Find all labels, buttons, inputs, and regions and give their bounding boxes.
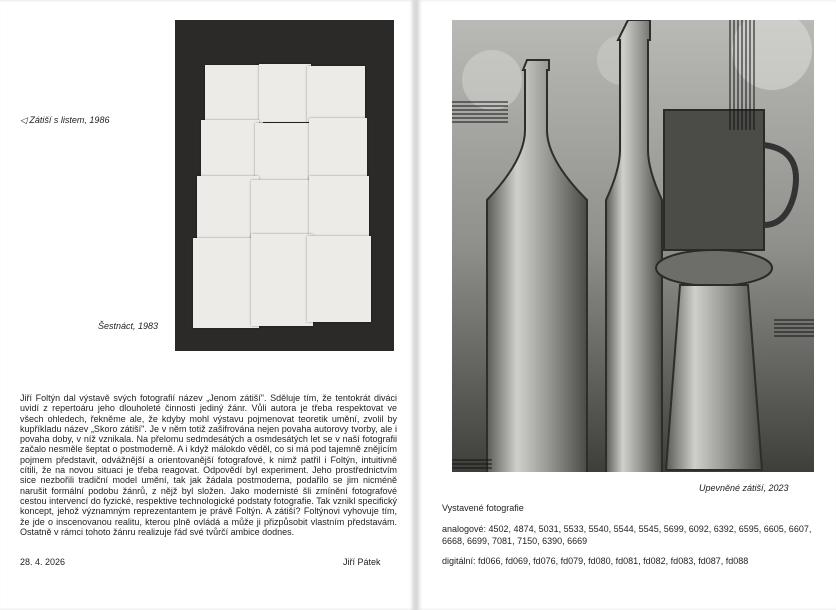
photo-upevnene-zatisi (452, 20, 814, 472)
left-page (0, 0, 414, 610)
exhibited-photos-heading: Vystavené fotografie (442, 503, 524, 513)
essay-text: Jiří Foltýn dal výstavě svých fotografií název „Jenom zátiší". Sděluje tím, že tentokrát diváci uvidí z repertoáru jeho dlouholeté činnosti jediný žánr. Vůli autora je třeba respektovat ve všech ohledech, řekněme ale, že kdyby mohl výstavu pojmenovat teoretik umění, zvolil by kupříkladu název „Skoro zátiší". Je v něm totiž zašifrována nejen povaha autorovy tvorby, ale i povaha doby, v níž vznikala. Na přelomu sedmdesátých a osmdesátých let se v naší fotografii začalo nesměle šeptat o postmoderně. A i když málokdo věděl, co si má pod tajemně znějícím pojmem představit, odvážnější a orientovanější fotografové, k nimž patřil i Foltýn, intuitivně cítili, že na novou situaci je třeba reagovat. Odpovědí byl experiment. Jeho prostřednictvím sice nezbořili tradiční model umění, tak jak žádala postmoderna, podařilo se jim nicméně narušit formální podobu žánrů, z nějž byl složen. Jako modernisté šli zmínění fotografové cestou intervencí do fyzické, respektive technologické podstaty fotografie. Tak vznikl specifický koncept, jehož významným reprezentantem je právě Foltýn. A zátiší? Foltýnovi vyhovuje tím, že jde o inscenovanou realitu, kterou plně ovládá a může ji přizpůsobit vlastním představám. Ostatně v rámci tohoto žánru realizuje řád své tvůrčí ambice dodnes. (20, 393, 397, 537)
caption-sestnact: Šestnáct, 1983 (98, 321, 159, 331)
analog-photo-list: analogové: 4502, 4874, 5031, 5533, 5540, 5544, 5545, 5699, 6092, 6392, 6595, 6605, 6607, 6668, 6699, 7081, 7150, 6390, 6669 (442, 524, 812, 546)
caption-zatisi-s-listem: ◁ Zátiší s listem, 1986 (20, 115, 110, 125)
digital-photo-list: digitální: fd066, fd069, fd076, fd079, fd080, fd081, fd082, fd083, fd087, fd088 (442, 556, 749, 566)
caption-upevnene-zatisi: Upevněné zátiší, 2023 (699, 483, 789, 493)
author: Jiří Pátek (343, 557, 381, 567)
bottles-still-life-image (452, 20, 814, 472)
date: 28. 4. 2026 (20, 557, 66, 567)
photo-sestnact (175, 20, 394, 351)
